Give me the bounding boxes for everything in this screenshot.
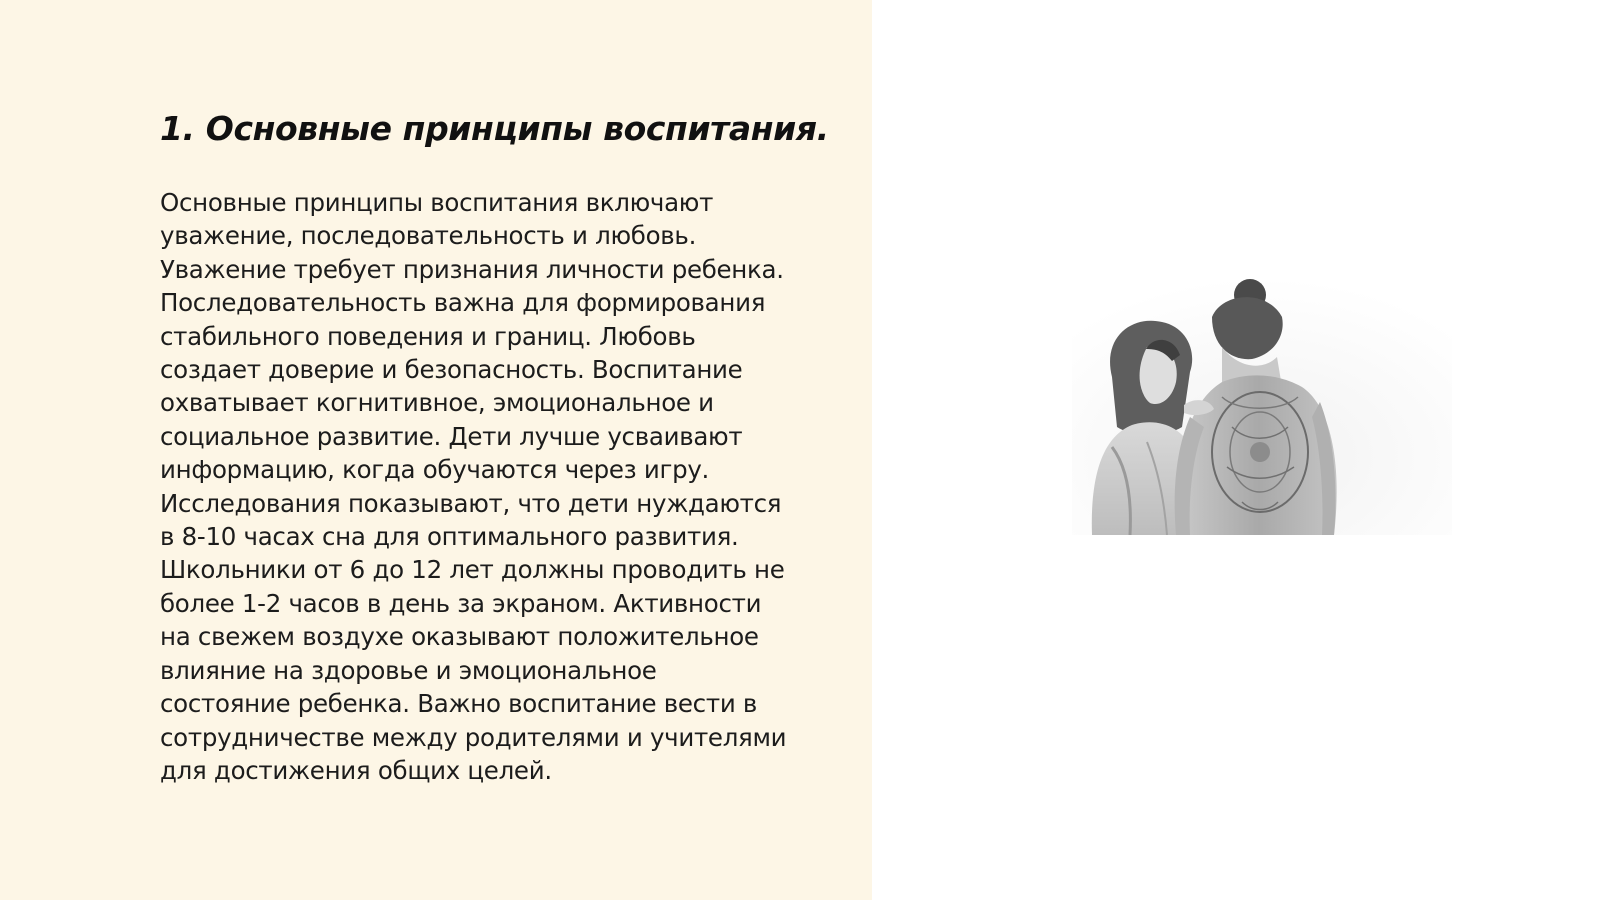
body-line: Исследования показывают, что дети нуждаются [160,488,782,518]
body-line: Основные принципы воспитания включают [160,188,714,217]
body-line: Последовательность важна для формирования [160,288,766,318]
photo-couple-tattoo-icon [1072,277,1452,535]
body-line: для достижения общих целей. [160,755,552,785]
body-line: социальное развитие. Дети лучше усваивают [160,421,743,451]
body-line: охватывает когнитивное, эмоциональное и [160,388,714,418]
body-line: в 8-10 часах сна для оптимального развития. [160,522,739,552]
body-line: информацию, когда обучаются через игру. [160,455,710,485]
body-line: более 1-2 часов в день за экраном. Активности [160,588,762,618]
body-line: Школьники от 6 до 12 лет должны проводить не [160,555,785,585]
slide-title: 1. Основные принципы воспитания. [160,109,829,148]
body-line: влияние на здоровье и эмоциональное [160,655,657,685]
body-line: состояние ребенка. Важно воспитание вести в [160,689,758,719]
slide-body-text [160,186,850,787]
body-line: стабильного поведения и границ. Любовь [160,321,696,351]
body-line: уважение, последовательность и любовь. [160,221,697,251]
body-line: на свежем воздухе оказывают положительное [160,622,759,652]
body-line: сотрудничестве между родителями и учителями [160,722,787,752]
body-line: Уважение требует признания личности ребенка. [160,254,784,284]
body-line: создает доверие и безопасность. Воспитание [160,355,743,385]
